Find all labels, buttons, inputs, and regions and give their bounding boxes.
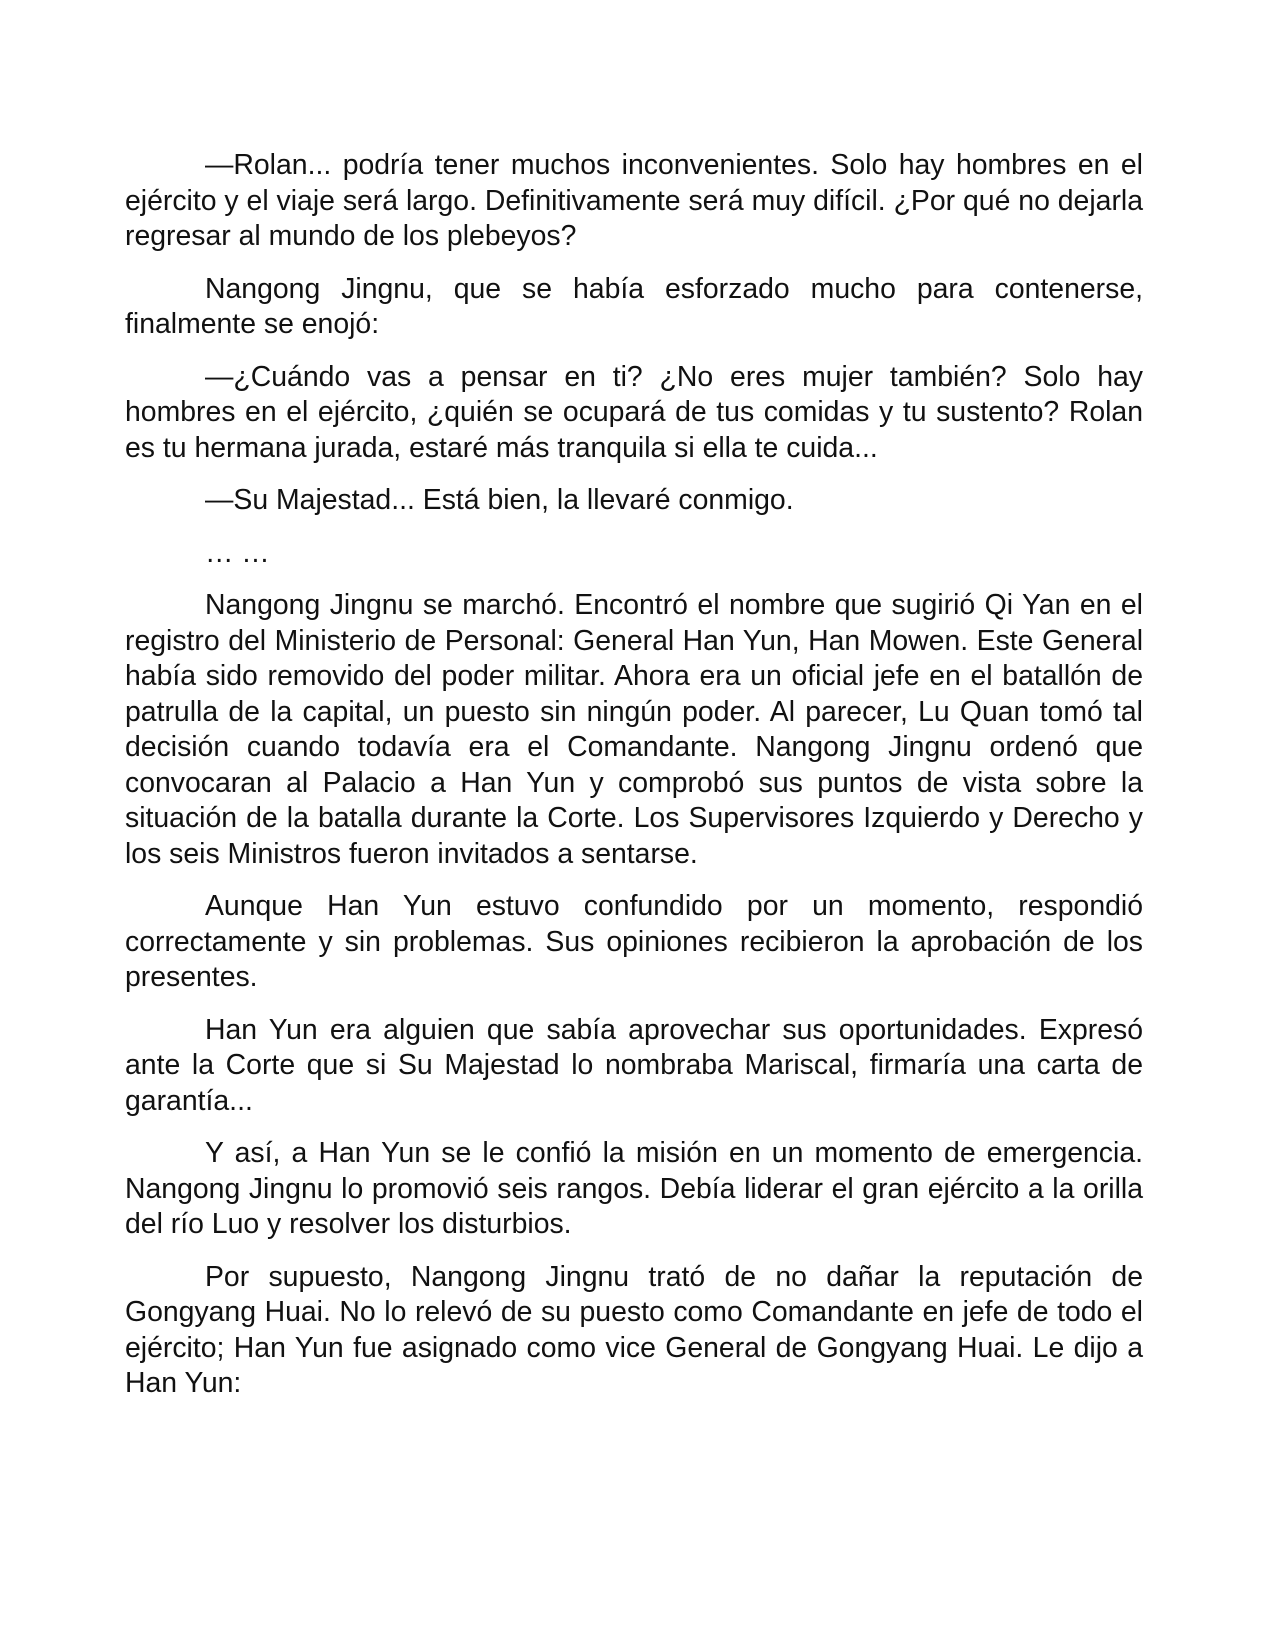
paragraph-6: Aunque Han Yun estuvo confundido por un momento, respondió correctamente y sin problemas. Sus opiniones recibieron la aprobación de los presentes.: [125, 890, 1143, 993]
paragraph-1: —Rolan... podría tener muchos inconvenientes. Solo hay hombres en el ejército y el viaje será largo. Definitivamente será muy difícil. ¿Por qué no dejarla regresar al mundo de los plebeyos?: [125, 149, 1143, 252]
paragraph-7: Han Yun era alguien que sabía aprovechar sus oportunidades. Expresó ante la Corte que si Su Majestad lo nombraba Mariscal, firmaría una carta de garantía...: [125, 1013, 1143, 1117]
paragraph-9: Por supuesto, Nangong Jingnu trató de no dañar la reputación de Gongyang Huai. No lo relevó de su puesto como Comandante en jefe de todo el ejército; Han Yun fue asignado como vice General de Gongyang Huai. Le dijo a Han Yun:: [125, 1260, 1143, 1399]
paragraph-5: Nangong Jingnu se marchó. Encontró el nombre que sugirió Qi Yan en el registro del Ministerio de Personal: General Han Yun, Han Mowen. Este General había sido removido del poder militar. Ahora era un oficial jefe en el batallón de patrulla de la capital, un puesto sin ningún poder. Al parecer, Lu Quan tomó tal decisión cuando todavía era el Comandante. Nangong Jingnu ordenó que convocaran al Palacio a Han Yun y comprobó sus puntos de vista sobre la situación de la batalla durante la Corte. Los Supervisores Izquierdo y Derecho y los seis Ministros fueron invitados a sentarse.: [125, 589, 1143, 870]
paragraph-3: —¿Cuándo vas a pensar en ti? ¿No eres mujer también? Solo hay hombres en el ejército, ¿quién se ocupará de tus comidas y tu sustento? Rolan es tu hermana jurada, estaré más tranquila si ella te cuida...: [125, 360, 1143, 464]
paragraph-2: Nangong Jingnu, que se había esforzado mucho para contenerse, finalmente se enojó:: [125, 272, 1143, 340]
paragraph-8: Y así, a Han Yun se le confió la misión en un momento de emergencia. Nangong Jingnu lo promovió seis rangos. Debía liderar el gran ejército a la orilla del río Luo y resolver los disturbios.: [125, 1137, 1143, 1240]
body-text: [125, 148, 1143, 1419]
scene-break: … …: [205, 536, 270, 569]
paragraph-4: —Su Majestad... Está bien, la llevaré conmigo.: [205, 484, 794, 516]
